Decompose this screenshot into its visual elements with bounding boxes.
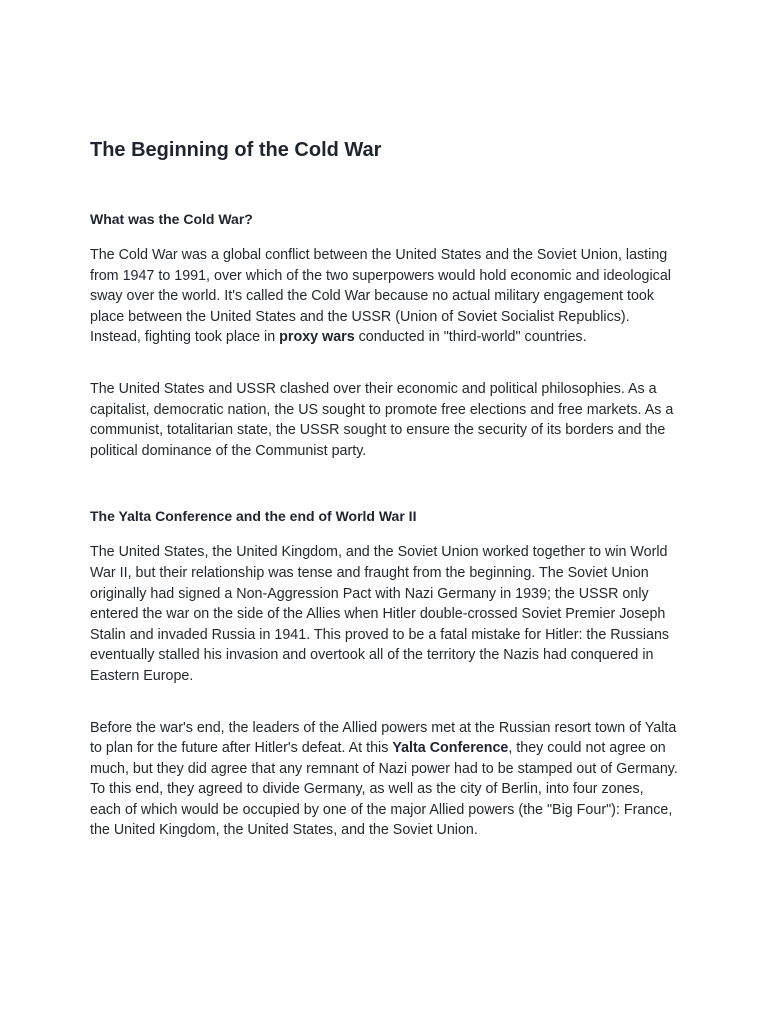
paragraph-philosophies: The United States and USSR clashed over their economic and political philosophies. As a capitalist, democratic nation, the US sought to promote free elections and free markets. As a communist, totalitarian state, the USSR sought to ensure the security of its borders and the political dominance of the Communist party. — [90, 380, 674, 459]
section-heading-yalta-conference: The Yalta Conference and the end of World War II — [90, 508, 417, 525]
document-title: The Beginning of the Cold War — [90, 139, 382, 161]
paragraph-text: Before the war's end, the leaders of the Allied powers met at the Russian resort town of Yalta to plan for the future after Hitler's defeat. At this — [90, 719, 677, 757]
paragraph-cold-war-definition — [90, 245, 678, 348]
section-heading-what-was-cold-war: What was the Cold War? — [90, 211, 253, 227]
paragraph-text: conducted in "third-world" countries. — [354, 329, 587, 346]
bold-term-proxy-wars: proxy wars — [279, 329, 355, 346]
paragraph-text: , they could not agree on much, but they did agree that any remnant of Nazi power had to be stamped out of Germany. To this end, they agreed to divide Germany, as well as the city of Berlin, into four zones, each of which would be occupied by one of the major Allied powers (the "Big Four"): France, the United Kingdom, the United States, and the Soviet Union. — [90, 740, 678, 839]
paragraph-text: The Cold War was a global conflict between the United States and the Soviet Union, lasting from 1947 to 1991, over which of the two superpowers would hold economic and ideological sway over the world. It's called the Cold War because no actual military engagement took place between the United States and the USSR (Union of Soviet Socialist Republics). Instead, fighting took place in — [90, 247, 671, 346]
paragraph-wwii-alliance: The United States, the United Kingdom, and the Soviet Union worked together to win World War II, but their relationship was tense and fraught from the beginning. The Soviet Union originally had signed a Non-Aggression Pact with Nazi Germany in 1939; the USSR only entered the war on the side of the Allies when Hitler double-crossed Soviet Premier Joseph Stalin and invaded Russia in 1941. This proved to be a fatal mistake for Hitler: the Russians eventually stalled his invasion and overtook all of the territory the Nazis had conquered in Eastern Europe. — [90, 544, 670, 684]
paragraph-yalta-details — [90, 718, 678, 842]
bold-term-yalta-conference: Yalta Conference — [392, 740, 509, 757]
